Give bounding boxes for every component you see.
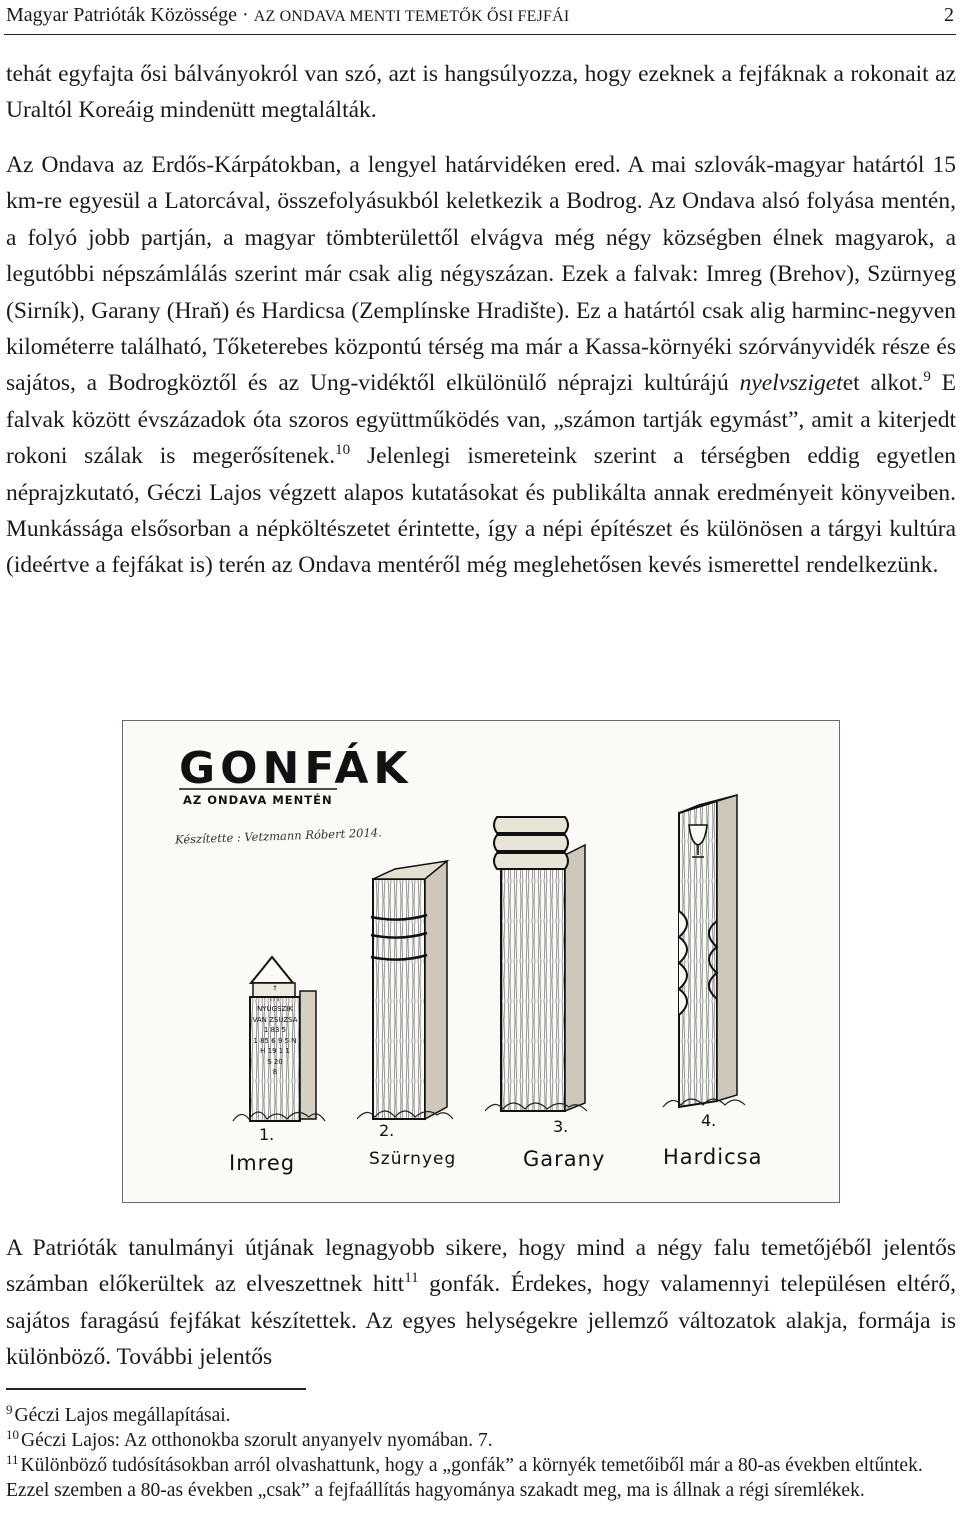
post-label-szurnyeg: Szürnyeg bbox=[369, 1149, 457, 1169]
inscription-line: S 20 bbox=[267, 1057, 283, 1066]
paragraph-2-text-a: Az Ondava az Erdős-Kárpátokban, a lengyel határvidéken ered. A mai szlovák-magyar határtól 15 km-re egyesül a Latorcával, összefolyásukból keletkezik a Bodrog. Az Ondava alsó folyása mentén, a folyó jobb partján, a magyar tömbterülettől elvágva még négy községben élnek magyarok, a legutóbbi népszámlálás szerint már csak alig négyszázan. Ezek a falvak: Imreg (Brehov), Szürnyeg (Sirník), Garany (Hraň) és Hardicsa (Zemplínske Hradište). Ez a határtól csak alig harminc-negyven kilométerre található, Tőketerebes központú térség ma már a Kassa-környéki szórványvidék része és sajátos, a Bodrogköztől és az Ung-vidéktől elkülönülő néprajzi kultúrájú bbox=[6, 152, 956, 397]
footnote-ref-10[interactable]: 10 bbox=[335, 442, 351, 459]
drawing-title: GONFÁK bbox=[179, 743, 413, 794]
page-header bbox=[6, 2, 958, 30]
footnote-number: 11 bbox=[6, 1451, 19, 1467]
header-publisher: Magyar Patrióták Közössége bbox=[6, 4, 238, 26]
inscription-line: 8 bbox=[272, 1068, 278, 1076]
post-label-garany: Garany bbox=[523, 1147, 606, 1171]
header-separator: · bbox=[242, 4, 249, 26]
carved-post-2 bbox=[357, 861, 453, 1119]
footnote-9 bbox=[6, 1403, 951, 1428]
headstone-inscription bbox=[252, 983, 298, 1078]
paragraph-2 bbox=[6, 147, 956, 584]
post-number-1: 1. bbox=[259, 1125, 275, 1144]
header-divider bbox=[4, 34, 956, 35]
paragraph-2-text-d: Jelenlegi ismereteink szerint a térségben eddig egyetlen néprajzkutató, Géczi Lajos végzett alapos kutatásokat és publikálta annak eredményeit könyveiben. Munkássága elsősorban a népköltészetet érintette, így a népi építészet és különösen a tárgyi kultúra (ideértve a fejfákat is) terén az Ondava mentéről még meglehetősen kevés ismerettel rendelkezünk. bbox=[6, 443, 956, 579]
post-number-4: 4. bbox=[701, 1111, 717, 1130]
inscription-line: 1 85 6 9 5 N bbox=[253, 1036, 297, 1045]
footnotes bbox=[6, 1403, 951, 1503]
footnote-number: 9 bbox=[6, 1401, 13, 1417]
post-number-2: 2. bbox=[379, 1121, 395, 1140]
paragraph-3 bbox=[6, 1230, 956, 1376]
italic-term: nyelvsziget bbox=[739, 370, 843, 397]
paragraph-3-text-b: gonfák. Érdekes, hogy valamennyi településen eltérő, sajátos faragású fejfákat készítettek. Az egyes helységekre jellemző változatok alakja, formája is különböző. További jelentős bbox=[6, 1271, 956, 1371]
drawing-author: Készítette : Vetzmann Róbert 2014. bbox=[174, 825, 382, 847]
inscription-line: VAN ZSUZSA bbox=[252, 1015, 298, 1024]
footnote-10 bbox=[6, 1428, 951, 1453]
footnote-text: Géczi Lajos: Az otthonokba szorult anyanyelv nyomában. 7. bbox=[21, 1430, 493, 1451]
paragraph-1: tehát egyfajta ősi bálványokról van szó, azt is hangsúlyozza, hogy ezeknek a fejfáknak a rokonait az Uraltól Koreáig mindenütt megtalálták. bbox=[6, 61, 956, 124]
inscription-line: ITT NYUGSZIK bbox=[257, 994, 293, 1013]
paragraph-3-text-a: A Patrióták tanulmányi útjának legnagyobb sikere, hogy mind a négy falu temetőjéből jelentős számban előkerültek az elveszettnek hitt bbox=[6, 1235, 956, 1298]
post-label-hardicsa: Hardicsa bbox=[663, 1145, 763, 1169]
footnote-ref-9[interactable]: 9 bbox=[923, 369, 931, 386]
footnote-11 bbox=[6, 1453, 951, 1503]
footnote-number: 10 bbox=[6, 1426, 19, 1442]
header-title bbox=[6, 2, 569, 30]
header-document-title: AZ ONDAVA MENTI TEMETŐK ŐSI FEJFÁI bbox=[253, 8, 570, 25]
footnote-ref-11[interactable]: 11 bbox=[404, 1270, 419, 1287]
carved-post-3 bbox=[485, 817, 587, 1111]
post-number-3: 3. bbox=[553, 1117, 569, 1136]
page-number: 2 bbox=[944, 4, 954, 26]
gonfak-drawing bbox=[122, 720, 840, 1203]
post-label-imreg: Imreg bbox=[229, 1151, 296, 1175]
footnote-text: Különböző tudósításokban arról olvashattunk, hogy a „gonfák” a környék temetőiből már a 80-as években eltűntek. Ezzel szemben a 80-as években „csak” a fejfaállítás hagyománya szakadt meg, ma is állnak a régi síremlékek. bbox=[6, 1455, 923, 1501]
inscription-line: H 19 1 1 bbox=[260, 1047, 290, 1055]
footnote-text: Géczi Lajos megállapításai. bbox=[14, 1405, 231, 1426]
carved-post-4 bbox=[663, 795, 745, 1107]
drawing-subtitle: AZ ONDAVA MENTÉN bbox=[183, 793, 333, 807]
inscription-line: 1 83 5 bbox=[263, 1026, 287, 1034]
paragraph-2-text-c: E falvak között évszázadok óta szoros együttműködés van, „számon tartják egymást”, amit a kiterjedt rokoni szálak is megerősítenek. bbox=[6, 370, 956, 470]
footnote-divider bbox=[6, 1388, 306, 1390]
paragraph-2-text-b: et alkot. bbox=[842, 370, 924, 397]
inscription-line: † bbox=[273, 984, 277, 992]
